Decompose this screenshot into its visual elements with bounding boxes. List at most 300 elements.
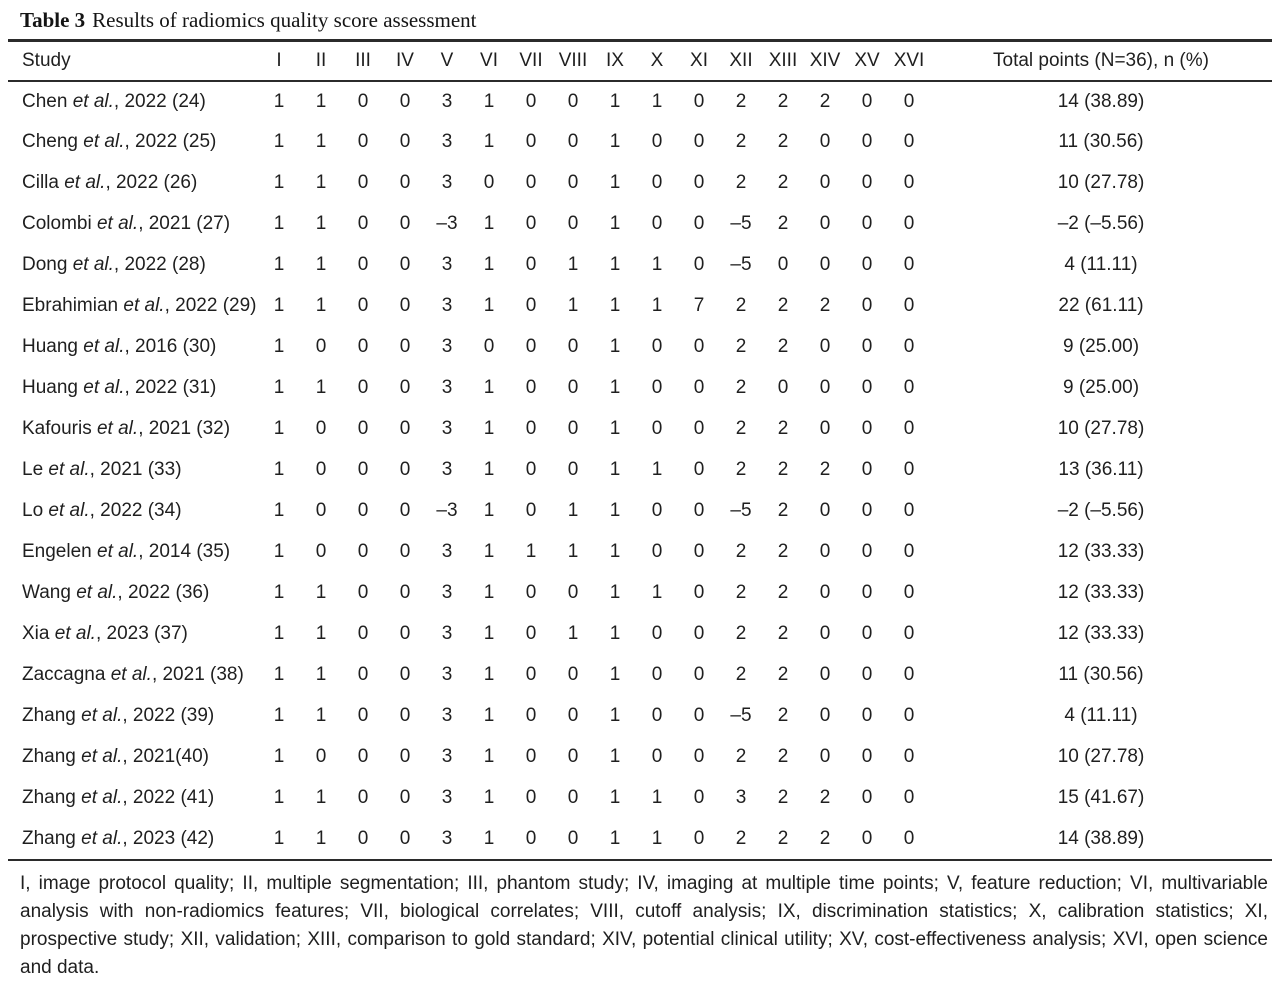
- score-cell: 0: [525, 131, 537, 152]
- score-cell: 0: [819, 418, 831, 439]
- score-cell: 0: [861, 90, 873, 112]
- score-cell: 0: [525, 459, 537, 480]
- score-cell: 0: [861, 623, 873, 644]
- score-cell: 3: [441, 377, 453, 398]
- score-cell: 2: [777, 705, 789, 726]
- score-cell: 3: [441, 172, 453, 193]
- score-cell: 0: [399, 787, 411, 808]
- score-cell: 0: [525, 500, 537, 521]
- score-cell: 1: [483, 459, 495, 480]
- total-cell: 9 (25.00): [1062, 336, 1140, 357]
- score-cell: 1: [273, 664, 285, 685]
- score-cell: 1: [273, 418, 285, 439]
- score-cell: 0: [357, 787, 369, 808]
- score-cell: 1: [273, 459, 285, 480]
- score-cell: 2: [819, 90, 831, 112]
- score-cell: 0: [525, 746, 537, 767]
- score-cell: 0: [777, 377, 789, 398]
- score-cell: 3: [441, 827, 453, 849]
- score-cell: 0: [861, 295, 873, 316]
- score-cell: 1: [483, 377, 495, 398]
- column-header-total: Total points (N=36), n (%): [993, 49, 1209, 71]
- total-cell: 11 (30.56): [1058, 131, 1144, 152]
- score-cell: 1: [567, 541, 579, 562]
- score-cell: 0: [819, 746, 831, 767]
- score-cell: 0: [567, 746, 579, 767]
- score-cell: 3: [735, 787, 747, 808]
- score-cell: 0: [399, 254, 411, 275]
- score-cell: 0: [903, 541, 915, 562]
- table-row: [8, 532, 1272, 573]
- score-cell: 0: [567, 377, 579, 398]
- score-cell: 0: [357, 90, 369, 112]
- study-cell: Dong et al., 2022 (28): [22, 254, 206, 275]
- total-cell: 13 (36.11): [1058, 459, 1144, 480]
- study-cell: Le et al., 2021 (33): [22, 459, 182, 480]
- score-cell: 1: [273, 705, 285, 726]
- score-cell: 0: [819, 582, 831, 603]
- score-cell: 0: [819, 336, 831, 357]
- score-cell: 0: [525, 827, 537, 849]
- score-cell: 0: [357, 295, 369, 316]
- score-cell: 3: [441, 705, 453, 726]
- score-cell: 0: [357, 172, 369, 193]
- score-cell: 2: [819, 827, 831, 849]
- study-cell: Huang et al., 2022 (31): [22, 377, 217, 398]
- score-cell: 0: [357, 418, 369, 439]
- total-cell: 10 (27.78): [1057, 172, 1145, 193]
- score-cell: 2: [735, 582, 747, 603]
- score-cell: 0: [357, 705, 369, 726]
- table-title-label: Table 3: [20, 8, 86, 32]
- total-cell: 4 (11.11): [1064, 254, 1138, 275]
- score-cell: 2: [777, 418, 789, 439]
- score-cell: 0: [357, 664, 369, 685]
- score-cell: 3: [441, 131, 453, 152]
- score-cell: 0: [315, 459, 327, 480]
- score-cell: 0: [651, 377, 663, 398]
- score-cell: 1: [315, 295, 327, 316]
- score-cell: 1: [483, 418, 495, 439]
- score-cell: 0: [819, 377, 831, 398]
- score-cell: 0: [525, 705, 537, 726]
- table-row: [8, 163, 1272, 204]
- score-cell: 0: [357, 541, 369, 562]
- score-cell: 0: [861, 664, 873, 685]
- table-row: [8, 450, 1272, 491]
- study-cell: Xia et al., 2023 (37): [22, 623, 188, 644]
- score-cell: 2: [735, 377, 747, 398]
- table-row: [8, 819, 1272, 860]
- score-cell: 0: [693, 131, 705, 152]
- column-header: XV: [854, 49, 880, 71]
- score-cell: 2: [735, 172, 747, 193]
- score-cell: 0: [693, 787, 705, 808]
- total-cell: 12 (33.33): [1057, 541, 1145, 562]
- score-cell: 0: [693, 254, 705, 275]
- score-cell: 0: [819, 500, 831, 521]
- column-header: III: [355, 49, 371, 71]
- score-cell: 0: [903, 254, 915, 275]
- score-cell: 0: [525, 172, 537, 193]
- score-cell: 1: [609, 131, 621, 152]
- study-cell: Zhang et al., 2021(40): [22, 746, 209, 767]
- score-cell: 1: [651, 459, 663, 480]
- score-cell: 2: [735, 295, 747, 316]
- score-cell: 0: [693, 827, 705, 849]
- score-cell: 0: [399, 746, 411, 767]
- score-cell: 1: [483, 705, 495, 726]
- score-cell: 0: [861, 541, 873, 562]
- score-cell: 2: [777, 746, 789, 767]
- study-cell: Huang et al., 2016 (30): [22, 336, 217, 357]
- score-cell: 1: [567, 623, 579, 644]
- score-cell: 0: [357, 582, 369, 603]
- table-row: [8, 491, 1272, 532]
- score-cell: 2: [735, 459, 747, 480]
- score-cell: 0: [651, 664, 663, 685]
- column-header: V: [440, 49, 454, 71]
- score-cell: 0: [861, 377, 873, 398]
- score-cell: 0: [525, 90, 537, 112]
- study-cell: Engelen et al., 2014 (35): [22, 541, 231, 562]
- score-cell: 0: [357, 459, 369, 480]
- score-cell: 0: [525, 582, 537, 603]
- score-cell: 1: [609, 418, 621, 439]
- score-cell: 0: [693, 377, 705, 398]
- total-cell: 14 (38.89): [1057, 827, 1145, 849]
- score-cell: 1: [315, 377, 327, 398]
- study-cell: Zhang et al., 2023 (42): [22, 827, 215, 849]
- score-cell: 0: [693, 418, 705, 439]
- score-cell: 1: [609, 787, 621, 808]
- score-cell: 0: [525, 336, 537, 357]
- score-cell: 3: [441, 90, 453, 112]
- score-cell: 0: [861, 213, 873, 234]
- column-header: XIV: [809, 49, 841, 71]
- score-cell: 0: [567, 213, 579, 234]
- score-cell: 0: [903, 500, 915, 521]
- score-cell: 1: [315, 131, 327, 152]
- score-cell: –5: [730, 705, 752, 726]
- score-cell: 0: [399, 541, 411, 562]
- table-row: [8, 573, 1272, 614]
- score-cell: 0: [567, 827, 579, 849]
- study-cell: Wang et al., 2022 (36): [22, 582, 210, 603]
- score-cell: 0: [567, 336, 579, 357]
- score-cell: 0: [861, 827, 873, 849]
- score-cell: 0: [399, 582, 411, 603]
- score-cell: 0: [693, 500, 705, 521]
- score-cell: 0: [651, 131, 663, 152]
- score-cell: 2: [777, 131, 789, 152]
- score-cell: 0: [357, 623, 369, 644]
- score-cell: 0: [651, 541, 663, 562]
- score-cell: 2: [735, 623, 747, 644]
- study-cell: Zhang et al., 2022 (39): [22, 705, 215, 726]
- score-cell: 0: [693, 746, 705, 767]
- score-cell: 2: [777, 664, 789, 685]
- score-cell: 7: [693, 295, 705, 316]
- score-cell: 0: [525, 418, 537, 439]
- score-cell: 1: [483, 295, 495, 316]
- score-cell: 0: [651, 172, 663, 193]
- score-cell: 0: [903, 172, 915, 193]
- score-cell: 2: [735, 746, 747, 767]
- score-cell: 0: [903, 459, 915, 480]
- score-cell: 0: [693, 336, 705, 357]
- score-cell: 2: [777, 90, 789, 112]
- score-cell: 1: [609, 582, 621, 603]
- total-cell: 11 (30.56): [1058, 664, 1144, 685]
- study-cell: Colombi et al., 2021 (27): [22, 213, 231, 234]
- total-cell: 10 (27.78): [1057, 418, 1145, 439]
- score-cell: 1: [273, 746, 285, 767]
- score-cell: 0: [567, 172, 579, 193]
- score-cell: 0: [861, 459, 873, 480]
- score-cell: 0: [399, 90, 411, 112]
- score-cell: 1: [315, 705, 327, 726]
- score-cell: 0: [903, 295, 915, 316]
- score-cell: 0: [903, 582, 915, 603]
- score-cell: 3: [441, 295, 453, 316]
- score-cell: 0: [567, 418, 579, 439]
- score-cell: 1: [273, 827, 285, 849]
- score-cell: 0: [861, 746, 873, 767]
- study-cell: Kafouris et al., 2021 (32): [22, 418, 231, 439]
- score-cell: 1: [315, 623, 327, 644]
- study-cell: Ebrahimian et al., 2022 (29): [22, 295, 257, 316]
- score-cell: 1: [609, 213, 621, 234]
- score-cell: 3: [441, 582, 453, 603]
- score-cell: 0: [399, 500, 411, 521]
- rqs-table: [8, 39, 1272, 861]
- score-cell: 0: [483, 336, 495, 357]
- score-cell: 1: [315, 787, 327, 808]
- column-header: II: [315, 49, 327, 71]
- score-cell: 1: [525, 541, 537, 562]
- table-row: [8, 655, 1272, 696]
- score-cell: 0: [399, 459, 411, 480]
- score-cell: 0: [903, 827, 915, 849]
- score-cell: 1: [609, 90, 621, 112]
- score-cell: 0: [399, 172, 411, 193]
- score-cell: 0: [357, 377, 369, 398]
- score-cell: 2: [735, 541, 747, 562]
- score-cell: 0: [357, 746, 369, 767]
- table-row: [8, 204, 1272, 245]
- score-cell: 0: [693, 172, 705, 193]
- score-cell: 0: [525, 213, 537, 234]
- table-row: [8, 409, 1272, 450]
- score-cell: 0: [525, 664, 537, 685]
- total-cell: 22 (61.11): [1058, 295, 1144, 316]
- score-cell: 1: [483, 746, 495, 767]
- score-cell: 1: [609, 827, 621, 849]
- score-cell: 0: [903, 131, 915, 152]
- column-header: XII: [729, 49, 753, 71]
- score-cell: –3: [436, 213, 458, 234]
- score-cell: 1: [273, 254, 285, 275]
- score-cell: 1: [273, 377, 285, 398]
- column-header: XVI: [893, 49, 925, 71]
- score-cell: 2: [735, 131, 747, 152]
- score-cell: 1: [567, 254, 579, 275]
- score-cell: 3: [441, 336, 453, 357]
- score-cell: 0: [399, 336, 411, 357]
- study-cell: Chen et al., 2022 (24): [22, 90, 206, 112]
- column-header: IV: [396, 49, 414, 71]
- score-cell: 0: [693, 664, 705, 685]
- score-cell: 1: [273, 131, 285, 152]
- score-cell: 0: [819, 664, 831, 685]
- score-cell: 1: [273, 582, 285, 603]
- score-cell: 0: [567, 582, 579, 603]
- score-cell: 0: [861, 787, 873, 808]
- score-cell: 0: [819, 705, 831, 726]
- score-cell: 0: [819, 131, 831, 152]
- column-header: XI: [690, 49, 708, 71]
- score-cell: 0: [693, 541, 705, 562]
- table-row: [8, 286, 1272, 327]
- score-cell: 1: [315, 90, 327, 112]
- score-cell: 2: [777, 500, 789, 521]
- score-cell: 0: [651, 336, 663, 357]
- score-cell: 0: [399, 418, 411, 439]
- score-cell: 1: [609, 664, 621, 685]
- score-cell: 0: [651, 623, 663, 644]
- score-cell: 0: [315, 541, 327, 562]
- score-cell: 0: [819, 172, 831, 193]
- score-cell: 1: [609, 500, 621, 521]
- table-head: [8, 41, 1272, 81]
- score-cell: 1: [273, 90, 285, 112]
- score-cell: 2: [819, 787, 831, 808]
- table-row: [8, 122, 1272, 163]
- score-cell: 1: [273, 787, 285, 808]
- score-cell: 1: [483, 131, 495, 152]
- score-cell: 0: [525, 295, 537, 316]
- score-cell: 0: [903, 623, 915, 644]
- study-cell: Cilla et al., 2022 (26): [22, 172, 198, 193]
- score-cell: 0: [861, 418, 873, 439]
- score-cell: 0: [357, 254, 369, 275]
- score-cell: 1: [483, 664, 495, 685]
- column-header: I: [276, 49, 282, 71]
- score-cell: 2: [777, 172, 789, 193]
- score-cell: 0: [357, 131, 369, 152]
- score-cell: 3: [441, 623, 453, 644]
- score-cell: 1: [483, 541, 495, 562]
- score-cell: 0: [903, 705, 915, 726]
- score-cell: 0: [315, 746, 327, 767]
- table-row: [8, 245, 1272, 286]
- table-title: [8, 6, 1272, 39]
- header-row: [8, 41, 1272, 81]
- score-cell: 1: [483, 827, 495, 849]
- score-cell: 0: [819, 213, 831, 234]
- score-cell: 0: [567, 664, 579, 685]
- score-cell: 1: [315, 664, 327, 685]
- score-cell: 1: [273, 172, 285, 193]
- total-cell: 9 (25.00): [1062, 377, 1140, 398]
- score-cell: 2: [777, 295, 789, 316]
- score-cell: 0: [777, 254, 789, 275]
- score-cell: 1: [483, 500, 495, 521]
- score-cell: 2: [777, 459, 789, 480]
- score-cell: 1: [483, 582, 495, 603]
- score-cell: 0: [357, 336, 369, 357]
- score-cell: 0: [357, 827, 369, 849]
- table-row: [8, 368, 1272, 409]
- total-cell: 15 (41.67): [1057, 787, 1145, 808]
- score-cell: 0: [903, 377, 915, 398]
- score-cell: 1: [651, 787, 663, 808]
- score-cell: 0: [651, 746, 663, 767]
- score-cell: 0: [399, 295, 411, 316]
- score-cell: 1: [651, 295, 663, 316]
- score-cell: 0: [903, 213, 915, 234]
- score-cell: 1: [567, 295, 579, 316]
- table-row: [8, 81, 1272, 122]
- column-header: VI: [480, 49, 498, 71]
- score-cell: 0: [567, 90, 579, 112]
- score-cell: 2: [777, 336, 789, 357]
- score-cell: 1: [273, 295, 285, 316]
- score-cell: 1: [651, 582, 663, 603]
- table-row: [8, 778, 1272, 819]
- column-header: IX: [606, 49, 624, 71]
- score-cell: 2: [777, 787, 789, 808]
- score-cell: 3: [441, 418, 453, 439]
- score-cell: 1: [609, 377, 621, 398]
- total-cell: 4 (11.11): [1064, 705, 1138, 726]
- score-cell: 0: [357, 500, 369, 521]
- score-cell: 0: [399, 131, 411, 152]
- score-cell: 0: [693, 213, 705, 234]
- score-cell: 0: [903, 336, 915, 357]
- score-cell: 2: [777, 623, 789, 644]
- score-cell: 0: [693, 582, 705, 603]
- score-cell: 0: [483, 172, 495, 193]
- score-cell: 2: [735, 336, 747, 357]
- score-cell: 1: [651, 827, 663, 849]
- score-cell: 0: [525, 254, 537, 275]
- score-cell: 1: [609, 459, 621, 480]
- total-cell: –2 (–5.56): [1057, 213, 1145, 234]
- score-cell: 1: [609, 336, 621, 357]
- score-cell: 2: [777, 541, 789, 562]
- score-cell: 0: [651, 418, 663, 439]
- score-cell: 0: [693, 705, 705, 726]
- total-cell: 10 (27.78): [1057, 746, 1145, 767]
- score-cell: 1: [609, 295, 621, 316]
- table-row: [8, 614, 1272, 655]
- score-cell: 1: [273, 336, 285, 357]
- score-cell: 0: [861, 705, 873, 726]
- score-cell: 0: [525, 377, 537, 398]
- score-cell: 3: [441, 746, 453, 767]
- table-row: [8, 696, 1272, 737]
- column-header: XIII: [768, 49, 798, 71]
- score-cell: –5: [730, 213, 752, 234]
- score-cell: 2: [735, 90, 747, 112]
- score-cell: 0: [651, 213, 663, 234]
- score-cell: 0: [315, 500, 327, 521]
- score-cell: 1: [273, 541, 285, 562]
- score-cell: 1: [609, 623, 621, 644]
- score-cell: 1: [273, 623, 285, 644]
